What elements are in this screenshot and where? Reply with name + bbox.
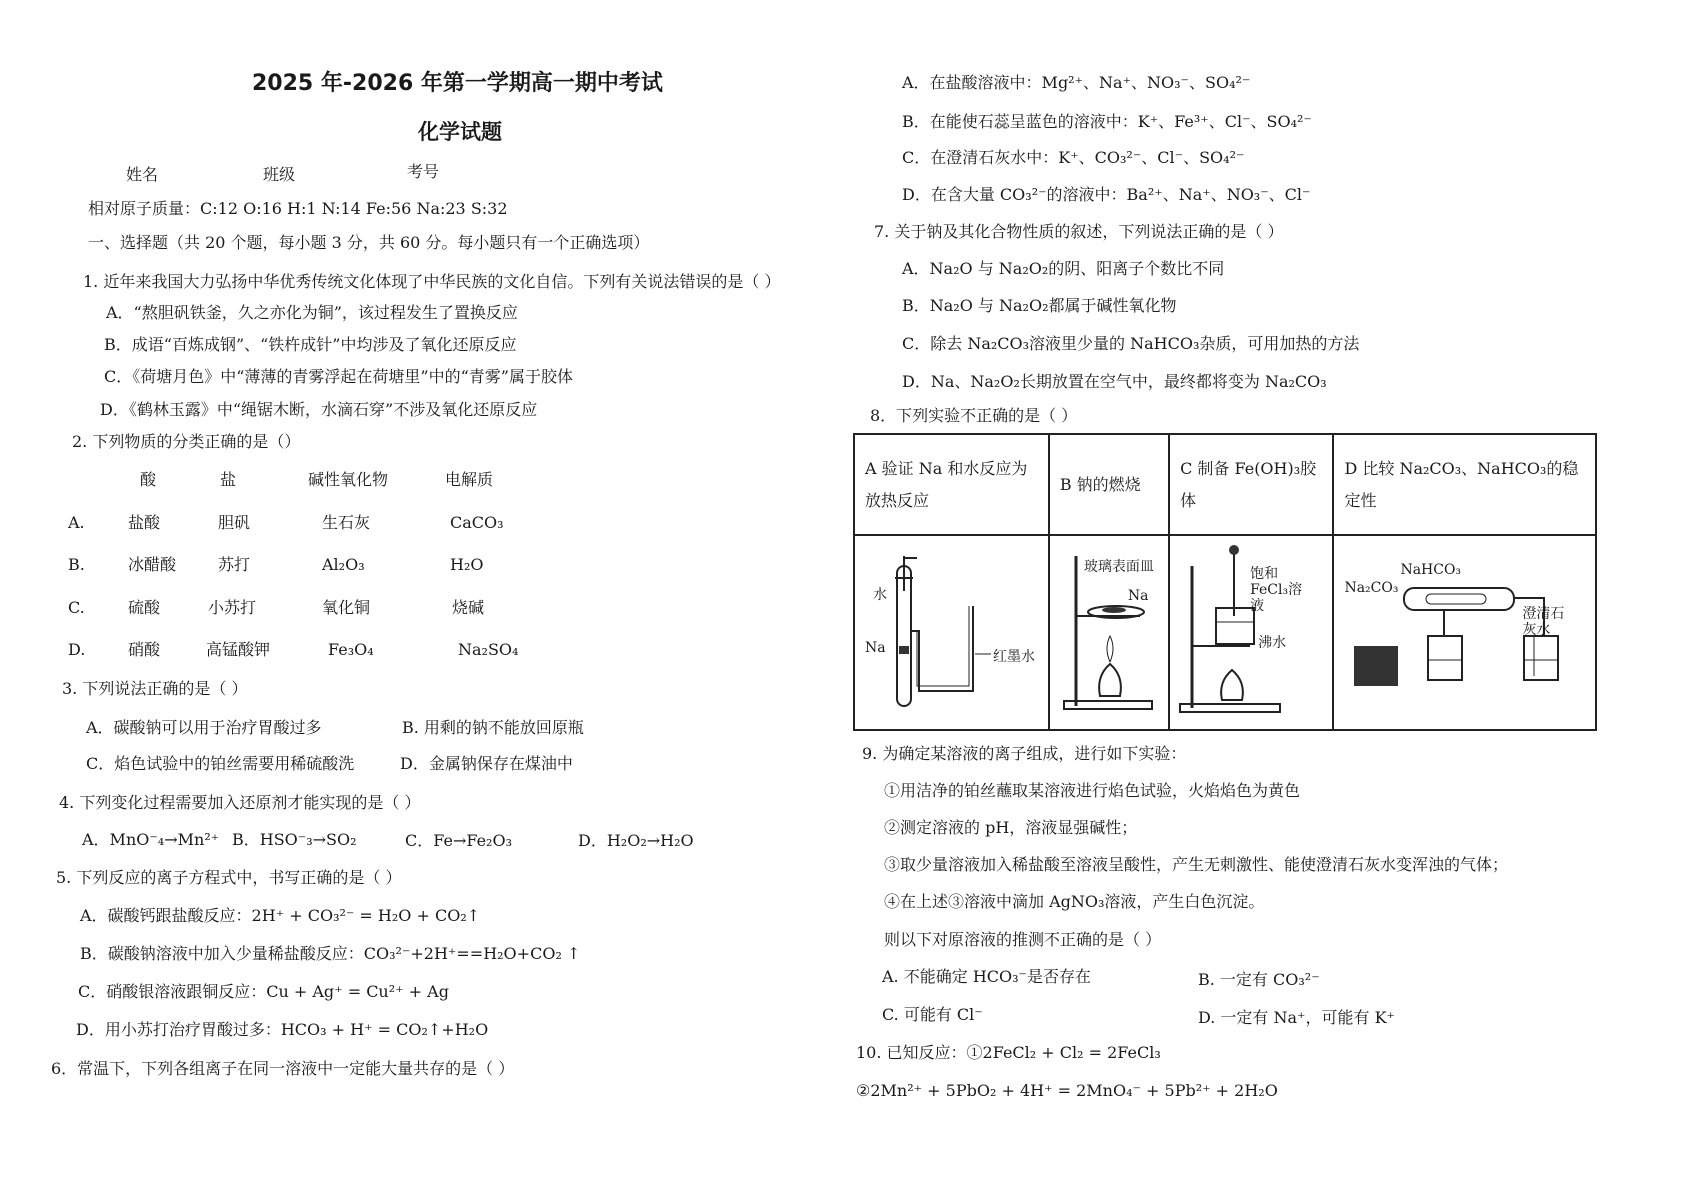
q7-option-a: A．Na₂O 与 Na₂O₂的阴、阳离子个数比不同 [902,259,1225,278]
q9-option-c: C. 可能有 Cl⁻ [882,1005,983,1024]
class-label: 班级 [263,165,296,184]
page-subtitle: 化学试题 [418,120,502,144]
q2-row-b-electrolyte: H₂O [450,555,484,574]
q2-row-a-oxide: 生石灰 [322,513,371,532]
q2-header-acid: 酸 [140,470,157,489]
q4-option-a: A．MnO⁻₄→Mn²⁺ [82,830,220,849]
label-limewater: 澄清石灰水 [1522,606,1565,639]
label-na-b: Na [1127,588,1149,605]
q2-row-b-opt: B. [68,555,85,574]
q1-option-b: B．成语“百炼成钢”、“铁杵成针”中均涉及了氧化还原反应 [104,335,517,354]
q2-row-d-acid: 硝酸 [128,640,161,659]
q8-apparatus-a [854,535,1049,730]
q9-step-2: ②测定溶液的 pH，溶液显强碱性； [884,818,1138,837]
q2-row-d-electrolyte: Na₂SO₄ [458,640,519,659]
q2-row-a-acid: 盐酸 [128,513,161,532]
q2-row-b-oxide: Al₂O₃ [322,555,365,574]
q1-option-c: C．《荷塘月色》中“薄薄的青雾浮起在荷塘里”中的“青雾”属于胶体 [104,367,573,386]
q8-experiment-table [853,433,1597,731]
q9-step-4: ④在上述③溶液中滴加 AgNO₃溶液，产生白色沉淀。 [884,892,1265,911]
q1-stem: 1. 近年来我国大力弘扬中华优秀传统文化体现了中华民族的文化自信。下列有关说法错误的是（ ） [83,272,781,291]
q2-row-b-acid: 冰醋酸 [128,555,177,574]
q3-option-a: A．碳酸钠可以用于治疗胃酸过多 [86,718,322,737]
q7-option-d: D．Na、Na₂O₂长期放置在空气中，最终都将变为 Na₂CO₃ [902,372,1327,391]
q2-row-d-oxide: Fe₃O₄ [328,640,374,659]
q9-step-1: ①用洁净的铂丝蘸取某溶液进行焰色试验，火焰焰色为黄色 [884,781,1301,800]
q10-eq2: ②2Mn²⁺ + 5PbO₂ + 4H⁺ = 2MnO₄⁻ + 5Pb²⁺ + 2H₂O [856,1081,1278,1100]
label-watch-glass: 玻璃表面皿 [1083,559,1154,576]
q1-option-d: D．《鹤林玉露》中“绳锯木断，水滴石穿”不涉及氧化还原反应 [100,400,538,419]
q6-option-b: B．在能使石蕊呈蓝色的溶液中：K⁺、Fe³⁺、Cl⁻、SO₄²⁻ [902,112,1312,131]
q8-stem: 8．下列实验不正确的是（ ） [870,406,1078,425]
apparatus-c-diagram [1170,536,1320,726]
q2-row-d-opt: D. [68,640,86,659]
q4-stem: 4. 下列变化过程需要加入还原剂才能实现的是（ ） [59,793,421,812]
q2-header-electrolyte: 电解质 [445,470,494,489]
q8-cell-d-label: D 比较 Na₂CO₃、NaHCO₃的稳定性 [1333,434,1596,535]
q3-stem: 3. 下列说法正确的是（ ） [62,679,248,698]
q2-header-basic-oxide: 碱性氧化物 [308,470,389,489]
q8-cell-a-label: A 验证 Na 和水反应为放热反应 [854,434,1049,535]
q2-row-c-opt: C. [68,598,85,617]
q10-stem: 10. 已知反应：①2FeCl₂ + Cl₂ = 2FeCl₃ [856,1043,1161,1062]
label-na-a: Na [865,640,886,657]
q5-option-b: B．碳酸钠溶液中加入少量稀盐酸反应：CO₃²⁻+2H⁺==H₂O+CO₂ ↑ [80,944,581,963]
q4-option-b: B．HSO⁻₃→SO₂ [232,830,357,849]
label-nahco3: NaHCO₃ [1400,562,1462,579]
q4-option-d: D．H₂O₂→H₂O [578,831,694,850]
q7-option-c: C．除去 Na₂CO₃溶液里少量的 NaHCO₃杂质，可用加热的方法 [902,334,1360,353]
q2-stem: 2. 下列物质的分类正确的是（） [72,432,301,451]
q9-step-3: ③取少量溶液加入稀盐酸至溶液呈酸性，产生无刺激性、能使澄清石灰水变浑浊的气体； [884,855,1509,874]
q2-row-b-salt: 苏打 [218,555,251,574]
q3-option-c: C．焰色试验中的铂丝需要用稀硫酸洗 [86,754,355,773]
q5-stem: 5. 下列反应的离子方程式中，书写正确的是（ ） [56,868,402,887]
label-water: 水 [873,587,887,604]
label-red-ink: 红墨水 [993,649,1035,666]
q7-stem: 7. 关于钠及其化合物性质的叙述，下列说法正确的是（ ） [874,222,1284,241]
q6-stem: 6．常温下，下列各组离子在同一溶液中一定能大量共存的是（ ） [51,1059,515,1078]
q9-option-d: D. 一定有 Na⁺，可能有 K⁺ [1198,1008,1395,1027]
name-label: 姓名 [126,165,159,184]
q3-option-b: B. 用剩的钠不能放回原瓶 [402,718,584,737]
q5-option-d: D．用小苏打治疗胃酸过多：HCO₃ + H⁺ = CO₂↑+H₂O [76,1020,489,1039]
q2-row-c-acid: 硫酸 [128,598,161,617]
q6-option-a: A．在盐酸溶液中：Mg²⁺、Na⁺、NO₃⁻、SO₄²⁻ [902,73,1251,92]
q5-option-c: C．硝酸银溶液跟铜反应：Cu + Ag⁺ = Cu²⁺ + Ag [78,982,449,1001]
q7-option-b: B．Na₂O 与 Na₂O₂都属于碱性氧化物 [902,296,1177,315]
q2-row-c-electrolyte: 烧碱 [452,598,485,617]
q1-option-a: A．“熬胆矾铁釜，久之亦化为铜”，该过程发生了置换反应 [106,303,518,322]
q8-apparatus-b [1049,535,1169,730]
q2-row-c-oxide: 氧化铜 [322,598,371,617]
q5-option-a: A．碳酸钙跟盐酸反应：2H⁺ + CO₃²⁻ = H₂O + CO₂↑ [80,906,481,925]
q8-cell-c-label: C 制备 Fe(OH)₃胶体 [1169,434,1333,535]
q9-ask: 则以下对原溶液的推测不正确的是（ ） [884,930,1162,949]
atomic-mass-line: 相对原子质量：C:12 O:16 H:1 N:14 Fe:56 Na:23 S:32 [88,199,508,218]
label-sat-fecl3: 饱和FeCl₃溶液 [1250,566,1303,615]
q2-header-salt: 盐 [220,470,237,489]
q4-option-c: C．Fe→Fe₂O₃ [405,831,512,850]
exam-no-label: 考号 [407,162,440,181]
q6-option-c: C．在澄清石灰水中：K⁺、CO₃²⁻、Cl⁻、SO₄²⁻ [902,148,1245,167]
section-heading: 一、选择题（共 20 个题，每小题 3 分，共 60 分。每小题只有一个正确选项） [88,233,650,252]
q2-row-a-salt: 胆矾 [218,513,251,532]
q9-option-a: A. 不能确定 HCO₃⁻是否存在 [882,967,1091,986]
q9-option-b: B. 一定有 CO₃²⁻ [1198,970,1320,989]
q2-row-d-salt: 高锰酸钾 [206,640,271,659]
q2-row-c-salt: 小苏打 [208,598,257,617]
q8-apparatus-c [1169,535,1333,730]
q3-option-d: D．金属钠保存在煤油中 [400,754,573,773]
q9-stem: 9. 为确定某溶液的离子组成，进行如下实验： [862,744,1187,763]
apparatus-a-diagram [855,536,1051,726]
q2-row-a-opt: A. [68,513,85,532]
q8-cell-b-label: B 钠的燃烧 [1049,434,1169,535]
page-title: 2025 年-2026 年第一学期高一期中考试 [252,71,663,96]
q2-row-a-electrolyte: CaCO₃ [450,513,504,532]
q6-option-d: D．在含大量 CO₃²⁻的溶液中：Ba²⁺、Na⁺、NO₃⁻、Cl⁻ [902,185,1311,204]
q8-apparatus-d [1333,535,1596,730]
label-na2co3: Na₂CO₃ [1344,580,1399,597]
label-boiling-water: 沸水 [1258,635,1287,652]
